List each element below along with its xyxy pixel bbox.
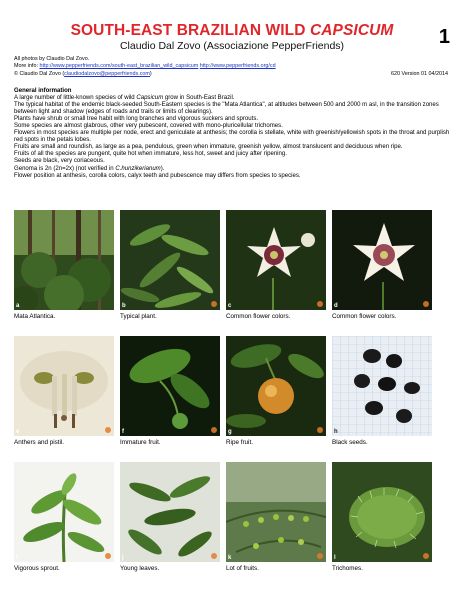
info-text: A large number of little-known species of wild <box>14 95 137 102</box>
info-line: Flowers in most species are multiple per node, erect and geniculate at anthesis; the corolla is stellate, white with greenish/yellowish spots in the throat and purplish red spots in the petals lobes. <box>14 130 450 144</box>
credits <box>14 56 454 78</box>
info-line: The typical habitat of the endemic black-seeded South-Eastern species is the "Mata Atlantica", at altitudes between 500 and 2000 m asl, in the transition zones between light and shadow (edges of roads and trails or limits of clearings). <box>14 102 439 116</box>
photo-caption: Trichomes. <box>332 565 363 572</box>
photo-letter: g <box>228 429 232 435</box>
flower-photo <box>332 210 432 310</box>
sprout-photo <box>14 462 114 562</box>
photo-letter: h <box>334 429 338 435</box>
copyright-row <box>14 71 454 78</box>
info-line: Flower position at anthesis, corolla colors, calyx teeth and pubescence may differs from species to species. <box>14 172 301 179</box>
photo-cell <box>14 210 114 320</box>
immature-fruit-photo <box>120 336 220 436</box>
info-line <box>14 95 452 102</box>
watermark-icon <box>317 301 323 307</box>
watermark-icon <box>211 427 217 433</box>
info-species: C.hunzikerianum <box>115 165 161 172</box>
flower-photo <box>226 210 326 310</box>
seeds-photo <box>332 336 432 436</box>
photo-letter: f <box>122 429 124 435</box>
info-line: Fruits are small and roundish, as large as a pea, pendulous, green when immature, greenish yellow, almost translucent and deciduous when ripe. <box>14 144 403 151</box>
photo-letter: i <box>16 555 18 561</box>
fruits-photo <box>226 462 326 562</box>
watermark-icon <box>211 301 217 307</box>
info-text: ). <box>160 165 165 172</box>
info-line <box>14 166 452 173</box>
photo-caption: Young leaves. <box>120 565 160 572</box>
anthers-photo <box>14 336 114 436</box>
info-text: Genoma is 2n (2n=2x) (not verified in <box>14 165 116 172</box>
general-information <box>14 88 452 180</box>
info-heading: General information <box>14 88 72 94</box>
watermark-icon <box>211 553 217 559</box>
more-info-row <box>14 63 454 70</box>
photo-cell <box>120 210 220 320</box>
page-title <box>0 22 464 40</box>
plant-photo <box>120 210 220 310</box>
author-subtitle: Claudio Dal Zovo (Associazione PepperFriends) <box>119 40 345 52</box>
email-link[interactable]: claudiodalzovo@pepperfriends.com <box>64 70 150 77</box>
page-number: 1 <box>438 26 450 48</box>
young-leaves-photo <box>120 462 220 562</box>
trichomes-photo <box>332 462 432 562</box>
info-line: Seeds are black, very coriaceous. <box>14 158 105 165</box>
copyright-end: ) <box>149 70 152 77</box>
photo-letter: k <box>228 555 232 561</box>
photo-cell <box>14 462 114 572</box>
photo-cell <box>332 336 432 446</box>
version-label: 620 Version 01 04/2014 <box>391 71 448 77</box>
copyright-text: © Claudio Dal Zovo ( <box>14 70 65 77</box>
photo-credit: All photos by Claudio Dal Zovo. <box>14 56 90 62</box>
title-text: SOUTH-EAST BRAZILIAN WILD <box>70 22 310 39</box>
watermark-icon <box>423 553 429 559</box>
info-line: Plants have shrub or small tree habit with long branches and vigorous suckers and sprouts. <box>14 116 259 123</box>
info-line: Fruits of all the species are pungent, quite hot when immature, less hot, sweet and juicy after ripening. <box>14 151 287 158</box>
forest-photo <box>14 210 114 310</box>
photo-caption: Anthers and pistil. <box>14 439 65 446</box>
photo-letter: a <box>16 303 20 309</box>
photo-caption: Ripe fruit. <box>226 439 253 446</box>
photo-letter: b <box>122 303 126 309</box>
photo-caption: Mata Atlantica. <box>14 313 56 320</box>
photo-cell <box>226 462 326 572</box>
watermark-icon <box>423 301 429 307</box>
photo-caption: Vigorous sprout. <box>14 565 60 572</box>
photo-cell <box>14 336 114 446</box>
author-link[interactable]: http://www.pepperfriends.org/cd <box>199 63 276 70</box>
info-line: Some species are almost glabrous, other very pubescent, covered with mono-pluricellular trichomes. <box>14 123 283 130</box>
photo-cell <box>226 210 326 320</box>
photo-cell <box>332 210 432 320</box>
photo-letter: d <box>334 303 338 309</box>
photo-letter: c <box>228 303 232 309</box>
species-link[interactable]: http://www.pepperfriends.com/south-east_brazilian_wild_capsicum <box>39 63 199 70</box>
photo-caption: Common flower colors. <box>332 313 397 320</box>
title-genus: CAPSICUM <box>309 22 394 39</box>
photo-letter: l <box>334 555 336 561</box>
watermark-icon <box>317 427 323 433</box>
watermark-icon <box>105 427 111 433</box>
more-info-label: More info: <box>14 63 38 70</box>
info-genus: Capsicum <box>136 95 164 102</box>
photo-letter: j <box>122 555 124 561</box>
info-text: grow in South-East Brazil. <box>163 95 235 102</box>
photo-letter: e <box>16 429 20 435</box>
photo-caption: Common flower colors. <box>226 313 291 320</box>
photo-cell <box>120 336 220 446</box>
photo-caption: Immature fruit. <box>120 439 161 446</box>
photo-cell <box>226 336 326 446</box>
photo-caption: Lot of fruits. <box>226 565 259 572</box>
ripe-fruit-photo <box>226 336 326 436</box>
photo-caption: Typical plant. <box>120 313 157 320</box>
watermark-icon <box>317 553 323 559</box>
photo-cell <box>332 462 432 572</box>
photo-caption: Black seeds. <box>332 439 368 446</box>
watermark-icon <box>105 553 111 559</box>
photo-cell <box>120 462 220 572</box>
